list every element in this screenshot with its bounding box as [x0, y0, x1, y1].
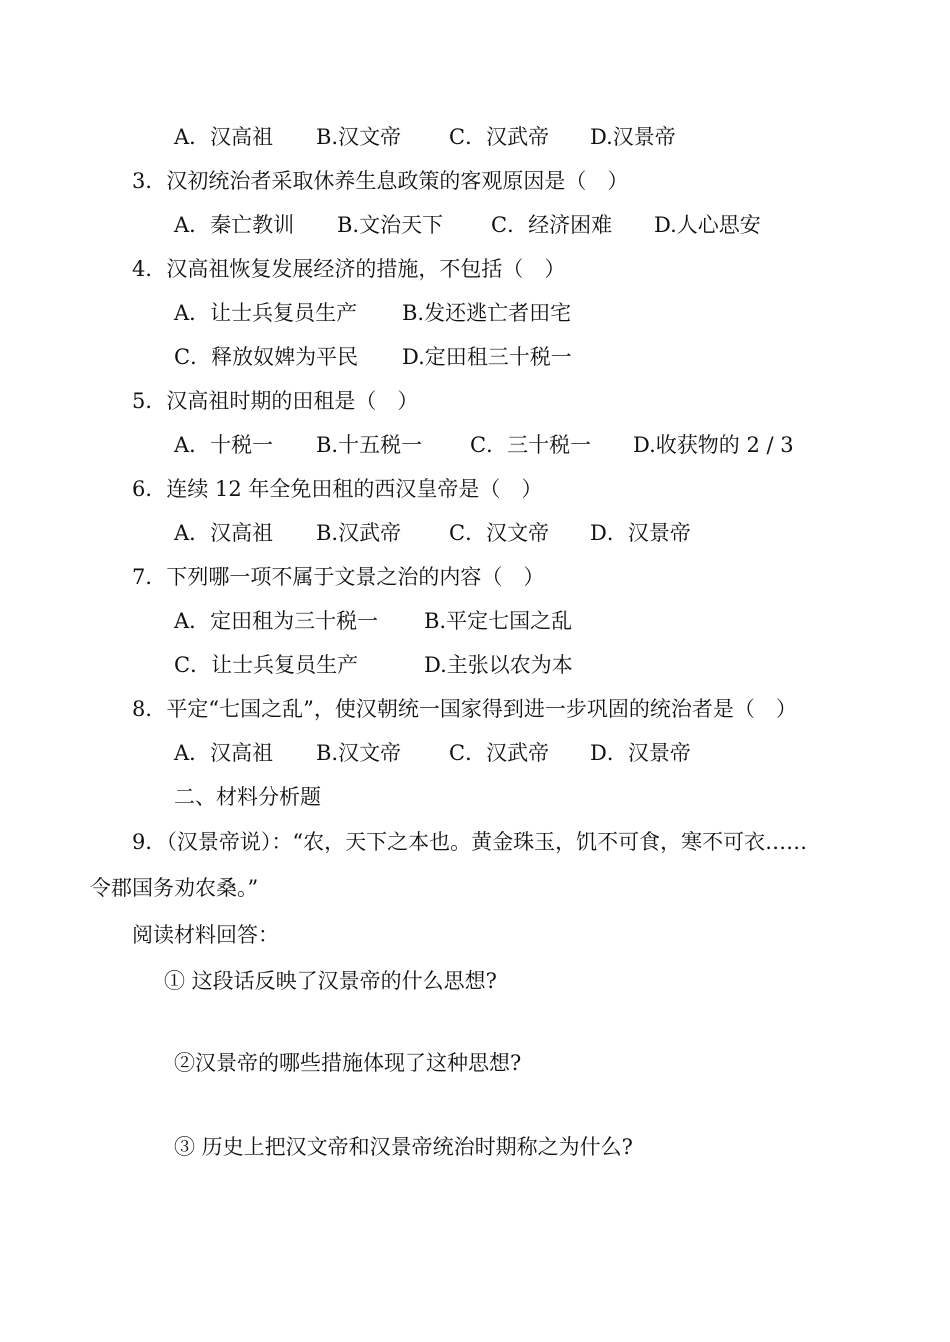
- q4-option-c: C．释放奴婢为平民: [174, 345, 359, 369]
- q9-subquestion-3: ③ 历史上把汉文帝和汉景帝统治时期称之为什么?: [174, 1135, 633, 1159]
- q5-option-a: A．十税一: [174, 433, 274, 457]
- q8-option-c: C．汉武帝: [449, 741, 550, 765]
- q3-option-b: B.文治天下: [337, 213, 444, 237]
- q3-stem: 3．汉初统治者采取休养生息政策的客观原因是（ ）: [132, 169, 629, 193]
- q3-option-c: C．经济困难: [491, 213, 613, 237]
- q4-option-d: D.定田租三十税一: [402, 345, 572, 369]
- q6-stem: 6．连续 12 年全免田租的西汉皇帝是（ ）: [132, 477, 543, 501]
- q7-option-a: A．定田租为三十税一: [174, 609, 379, 633]
- q2-option-c: C．汉武帝: [449, 125, 550, 149]
- q4-option-a: A．让士兵复员生产: [174, 301, 358, 325]
- q4-option-b: B.发还逃亡者田宅: [402, 301, 572, 325]
- q6-option-c: C．汉文帝: [449, 521, 550, 545]
- q9-subquestion-1: ① 这段话反映了汉景帝的什么思想?: [164, 969, 497, 993]
- q3-option-d: D.人心思安: [654, 213, 761, 237]
- q4-stem: 4．汉高祖恢复发展经济的措施，不包括（ ）: [132, 257, 566, 281]
- q9-prompt: 阅读材料回答：: [132, 923, 279, 947]
- q9-material-line2: 令郡国务劝农桑。”: [90, 876, 259, 900]
- q6-option-d: D．汉景帝: [590, 521, 691, 545]
- q9-material-line1: 9．（汉景帝说）：“农，天下之本也。黄金珠玉，饥不可食，寒不可衣……: [132, 830, 808, 854]
- q9-subquestion-2: ②汉景帝的哪些措施体现了这种思想?: [174, 1051, 522, 1075]
- q5-stem: 5．汉高祖时期的田租是（ ）: [132, 389, 419, 413]
- q8-stem: 8．平定“七国之乱”，使汉朝统一国家得到进一步巩固的统治者是（ ）: [132, 697, 797, 721]
- q8-option-b: B.汉文帝: [316, 741, 402, 765]
- q2-option-d: D.汉景帝: [590, 125, 676, 149]
- q5-option-d: D.收获物的 2 / 3: [633, 433, 794, 457]
- q5-option-c: C．三十税一: [470, 433, 592, 457]
- q7-option-c: C．让士兵复员生产: [174, 653, 359, 677]
- q7-option-b: B.平定七国之乱: [424, 609, 573, 633]
- q6-option-b: B.汉武帝: [316, 521, 402, 545]
- q3-option-a: A．秦亡教训: [174, 213, 295, 237]
- q2-option-a: A．汉高祖: [174, 125, 274, 149]
- q7-stem: 7．下列哪一项不属于文景之治的内容（ ）: [132, 565, 545, 589]
- q5-option-b: B.十五税一: [316, 433, 423, 457]
- q8-option-a: A．汉高祖: [174, 741, 274, 765]
- q6-option-a: A．汉高祖: [174, 521, 274, 545]
- q2-option-b: B.汉文帝: [316, 125, 402, 149]
- section-heading: 二、材料分析题: [174, 785, 321, 809]
- q8-option-d: D．汉景帝: [590, 741, 691, 765]
- q7-option-d: D.主张以农为本: [424, 653, 573, 677]
